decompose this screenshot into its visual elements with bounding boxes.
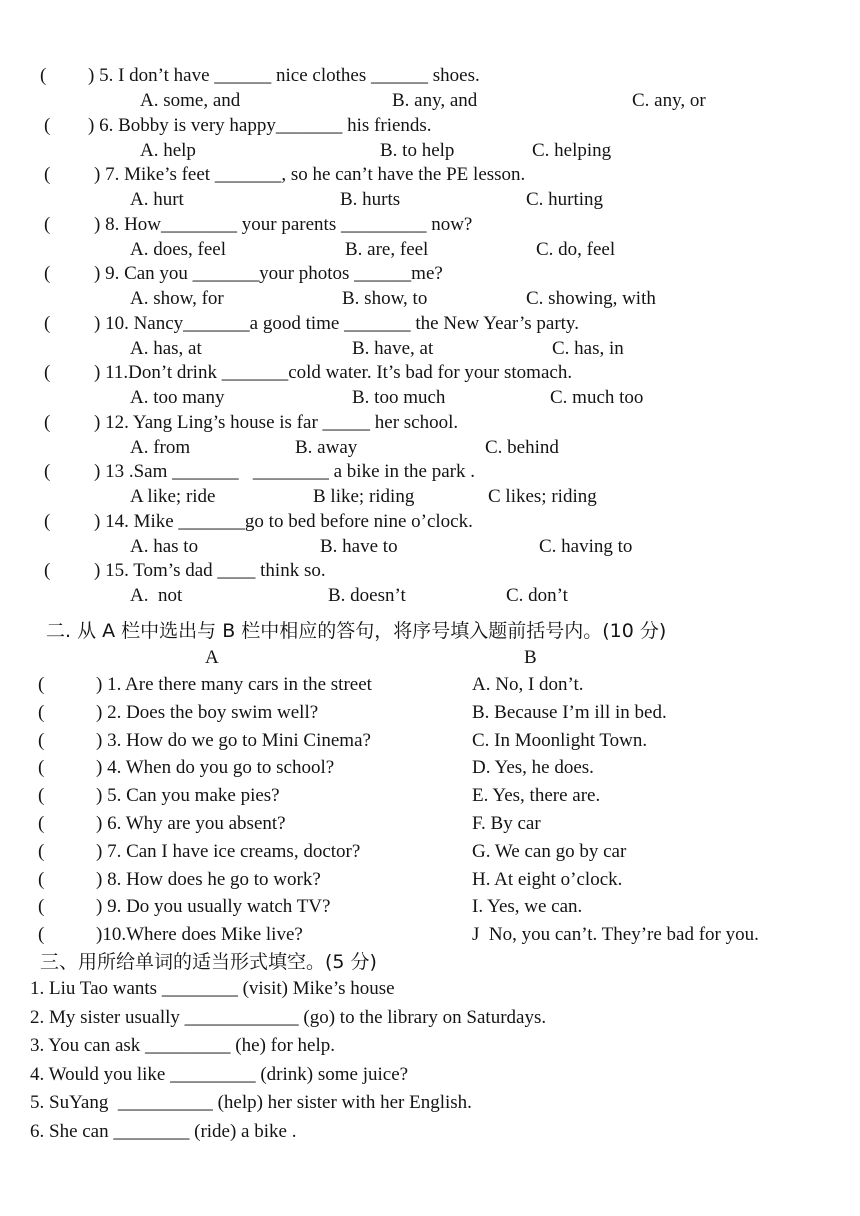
answer-paren: ( [38,757,45,779]
column-b-header: B [524,647,537,668]
option-a: A. too many [130,387,225,408]
section2-title: 二. 从 A 栏中选出与 B 栏中相应的答句，将序号填入题前括号内。(10 分) [46,620,667,642]
question-stem: ) 9. Can you _______your photos ______me? [94,263,443,284]
answer-paren: ( [38,785,45,807]
option-b: B. hurts [340,189,401,210]
matching-answer: G. We can go by car [472,840,627,862]
option-a: A. help [140,139,196,161]
matching-question: ) 6. Why are you absent? [96,813,286,834]
question-stem: ) 15. Tom’s dad ____ think so. [94,560,326,581]
option-b: B. too much [352,387,446,408]
answer-paren: ( [38,868,45,890]
question-stem: ) 12. Yang Ling’s house is far _____ her school. [94,411,459,433]
option-a: A. some, and [140,90,241,111]
answer-paren: ( [38,896,45,918]
question-stem: ) 5. I don’t have ______ nice clothes ______ shoes. [88,65,480,86]
section3-title: 三、用所给单词的适当形式填空。(5 分) [40,951,377,973]
answer-paren: ( [44,164,51,185]
option-b: B like; riding [313,486,415,507]
option-b: B. have to [320,535,398,557]
answer-paren: ( [38,924,45,946]
question-stem: ) 11.Don’t drink _______cold water. It’s bad for your stomach. [94,362,573,383]
fill-in-item: 6. She can ________ (ride) a bike . [30,1121,297,1142]
option-c: C. helping [532,139,612,161]
option-b: B. any, and [392,90,478,111]
option-c: C. don’t [506,585,568,606]
option-b: B. have, at [352,337,434,359]
option-c: C. behind [485,436,559,458]
question-stem: ) 13 .Sam _______ ________ a bike in the park . [94,461,476,482]
option-c: C. any, or [632,90,706,111]
matching-question: )10.Where does Mike live? [96,924,303,946]
option-a: A. show, for [130,288,224,309]
matching-question: ) 7. Can I have ice creams, doctor? [96,840,361,862]
column-a-header: A [205,647,219,668]
option-b: B. away [295,436,358,458]
option-a: A. from [130,436,191,458]
answer-paren: ( [44,411,51,433]
question-stem: ) 14. Mike _______go to bed before nine o’clock. [94,510,473,532]
matching-answer: C. In Moonlight Town. [472,729,648,751]
answer-paren: ( [38,840,45,862]
answer-paren: ( [38,813,45,834]
question-stem: ) 7. Mike’s feet _______, so he can’t have the PE lesson. [94,164,526,185]
option-a: A. does, feel [130,238,227,260]
answer-paren: ( [44,312,51,334]
option-b: B. to help [380,139,455,161]
answer-paren: ( [44,362,51,383]
matching-question: ) 3. How do we go to Mini Cinema? [96,729,371,751]
matching-answer: E. Yes, there are. [472,785,601,807]
matching-answer: F. By car [472,813,541,834]
option-c: C. do, feel [536,238,616,260]
fill-in-item: 2. My sister usually ____________ (go) to the library on Saturdays. [30,1006,547,1028]
answer-paren: ( [44,213,51,235]
matching-answer: D. Yes, he does. [472,757,594,779]
option-c: C. hurting [526,189,604,210]
option-b: B. doesn’t [328,585,406,606]
question-stem: ) 8. How________ your parents _________ now? [94,213,473,235]
fill-in-item: 1. Liu Tao wants ________ (visit) Mike’s house [30,978,395,999]
answer-paren: ( [44,114,51,136]
matching-question: ) 9. Do you usually watch TV? [96,896,331,918]
option-a: A. not [130,585,183,606]
matching-answer: A. No, I don’t. [472,674,584,695]
fill-in-item: 4. Would you like _________ (drink) some juice? [30,1063,409,1085]
option-b: B. show, to [342,288,428,309]
fill-in-item: 3. You can ask _________ (he) for help. [30,1035,336,1057]
answer-paren: ( [44,263,51,284]
matching-answer: I. Yes, we can. [472,896,583,918]
option-a: A. has to [130,535,199,557]
matching-answer: H. At eight o’clock. [472,868,623,890]
matching-question: ) 8. How does he go to work? [96,868,321,890]
option-c: C. showing, with [526,288,656,309]
matching-question: ) 1. Are there many cars in the street [96,674,372,695]
answer-paren: ( [44,560,51,581]
option-a: A. has, at [130,337,202,359]
question-stem: ) 10. Nancy_______a good time _______ the New Year’s party. [94,312,579,334]
matching-question: ) 2. Does the boy swim well? [96,701,319,723]
answer-paren: ( [40,65,47,86]
answer-paren: ( [38,729,45,751]
option-c: C likes; riding [488,486,597,507]
option-a: A like; ride [130,486,216,507]
option-c: C. having to [539,535,633,557]
answer-paren: ( [44,461,51,482]
option-c: C. has, in [552,337,624,359]
matching-answer: B. Because I’m ill in bed. [472,701,667,723]
question-stem: ) 6. Bobby is very happy_______ his friends. [88,114,432,136]
answer-paren: ( [44,510,51,532]
option-b: B. are, feel [345,238,429,260]
fill-in-item: 5. SuYang __________ (help) her sister with her English. [30,1092,472,1114]
answer-paren: ( [38,674,45,695]
option-c: C. much too [550,387,644,408]
matching-question: ) 5. Can you make pies? [96,785,280,807]
matching-question: ) 4. When do you go to school? [96,757,335,779]
answer-paren: ( [38,701,45,723]
option-a: A. hurt [130,189,184,210]
matching-answer: J No, you can’t. They’re bad for you. [472,924,759,946]
